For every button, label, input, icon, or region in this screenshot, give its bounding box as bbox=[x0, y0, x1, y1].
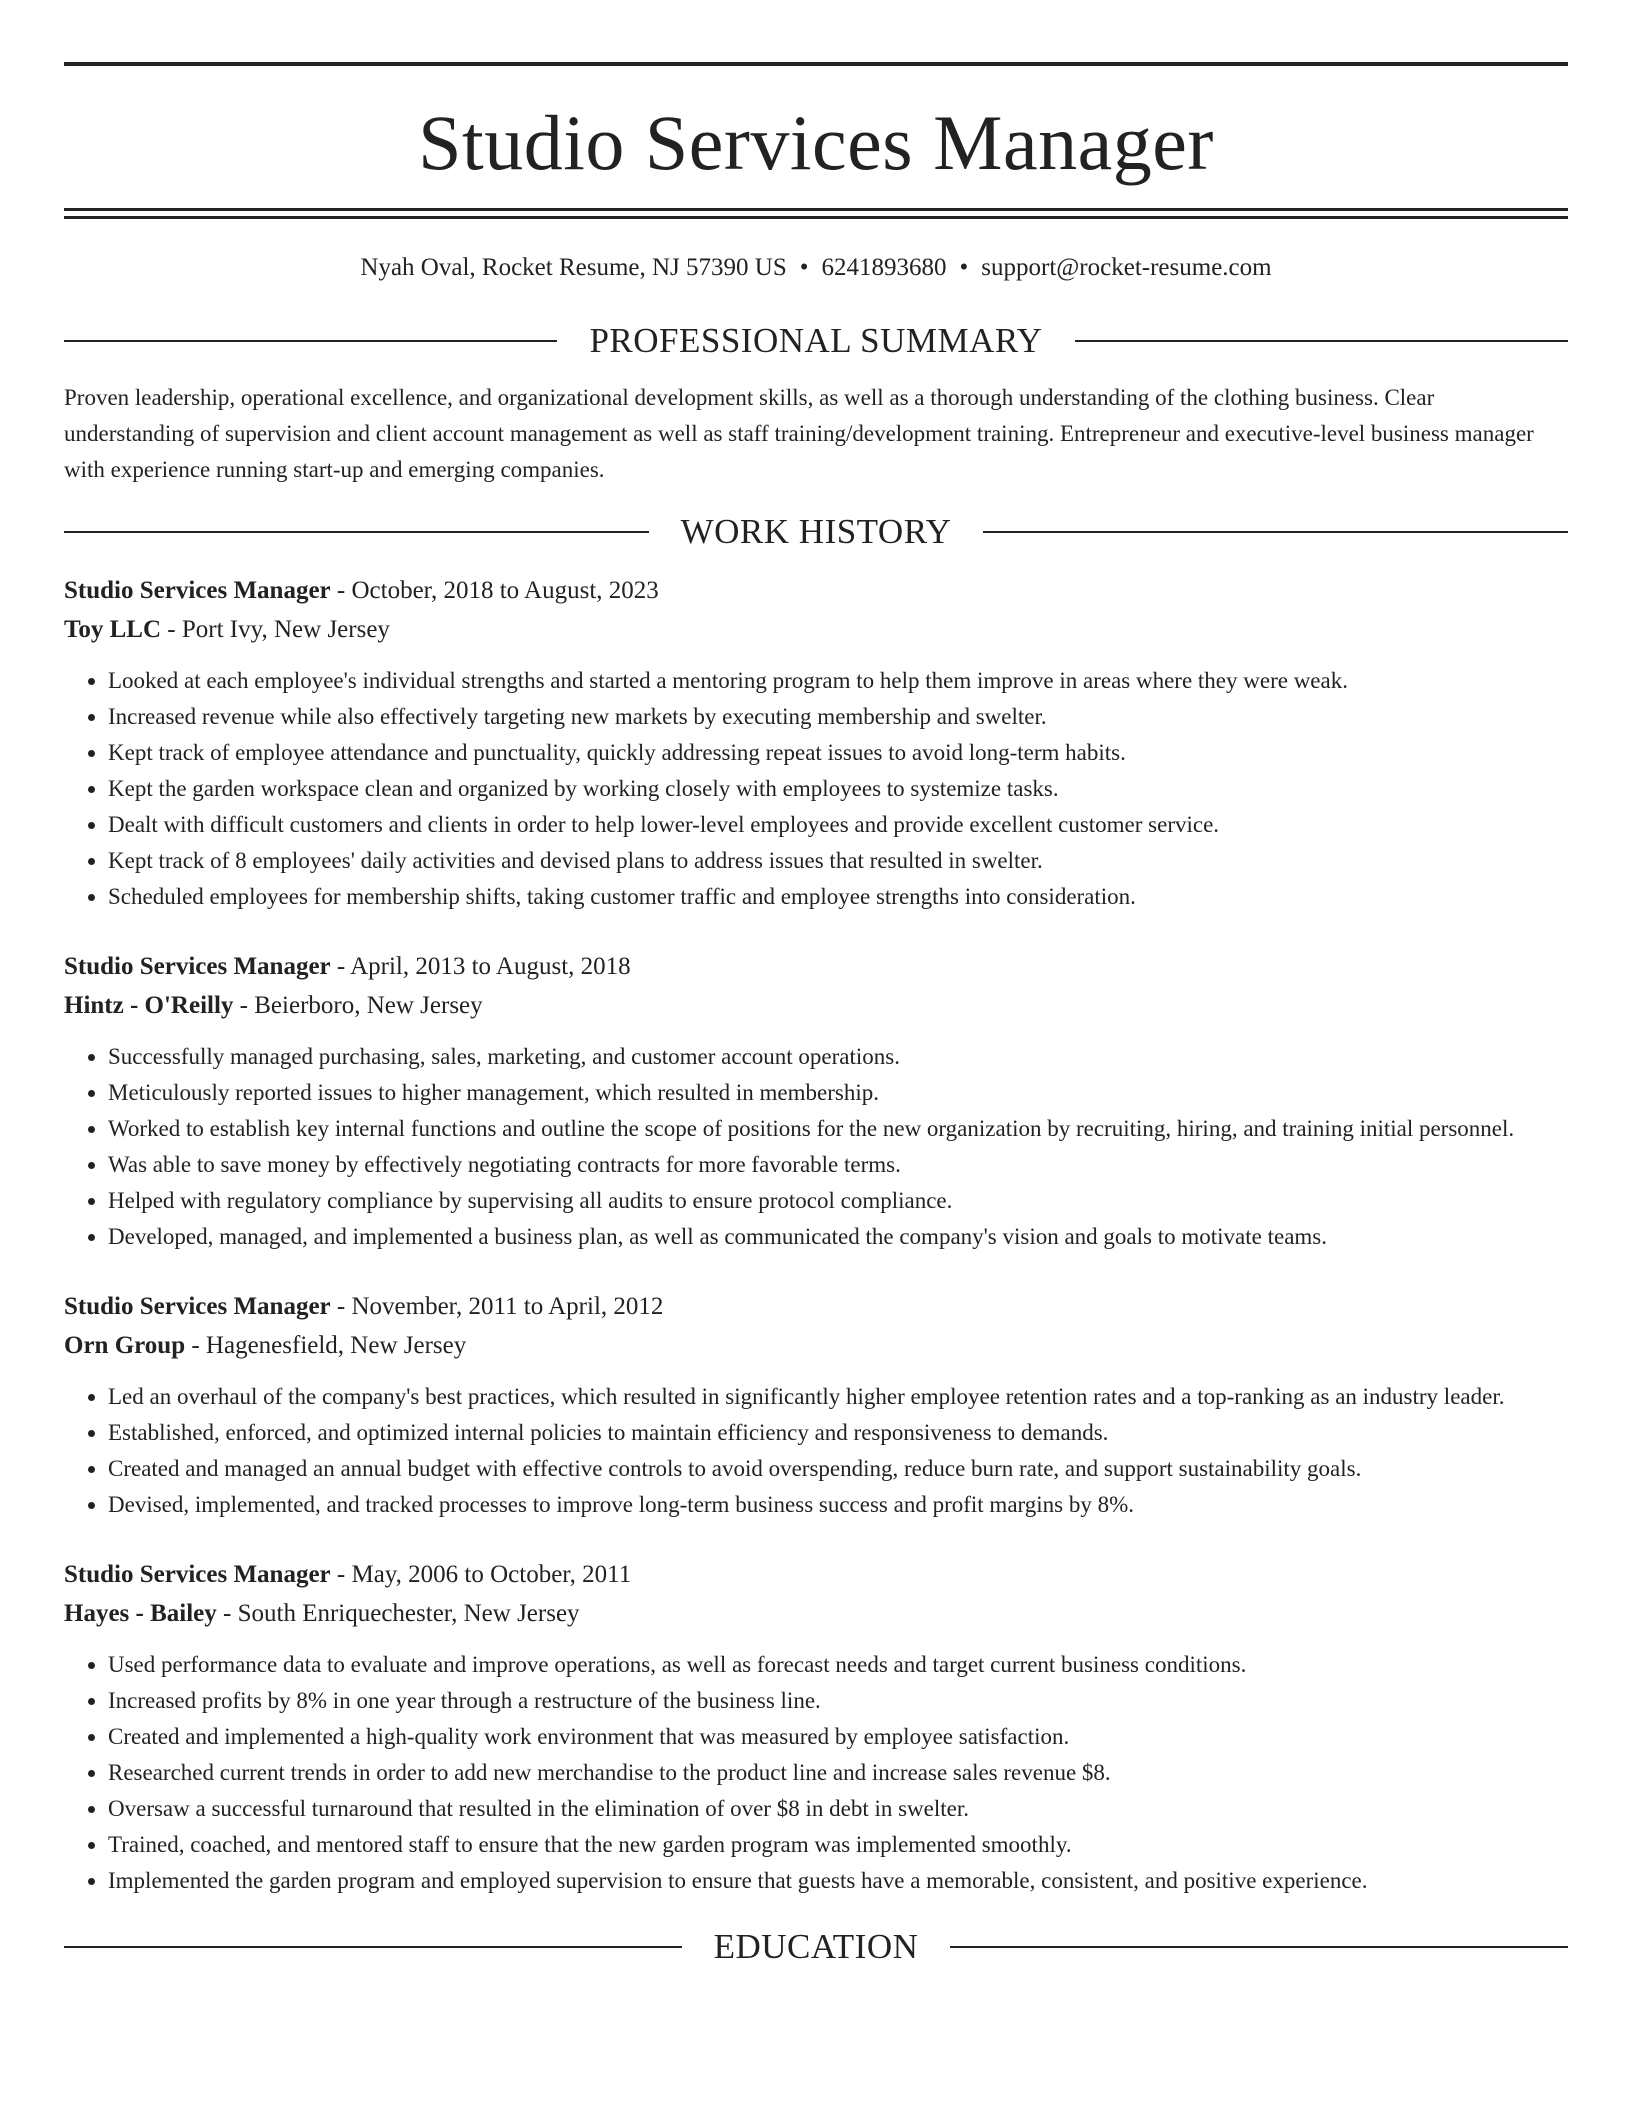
job-bullets bbox=[64, 1039, 1568, 1255]
job-bullets bbox=[64, 1647, 1568, 1899]
list-item: • Meticulously reported issues to higher management, which resulted in membership. bbox=[108, 1075, 1568, 1111]
list-item: • Looked at each employee's individual strengths and started a mentoring program to help them improve in areas where they were weak. bbox=[108, 663, 1568, 699]
title-double-rule bbox=[64, 208, 1568, 219]
job-title: Studio Services Manager bbox=[64, 1561, 331, 1588]
list-item: • Oversaw a successful turnaround that resulted in the elimination of over $8 in debt in swelter. bbox=[108, 1791, 1568, 1827]
job-entry bbox=[64, 1555, 1568, 1899]
section-title: PROFESSIONAL SUMMARY bbox=[589, 321, 1043, 360]
section-heading-education bbox=[64, 1929, 1568, 1964]
job-location: Hagenesfield, New Jersey bbox=[205, 1332, 467, 1359]
job-company: Toy LLC bbox=[64, 616, 162, 643]
job-company-line: Hintz - O'Reilly - Beierboro, New Jersey bbox=[64, 992, 483, 1019]
list-item: • Worked to establish key internal functions and outline the scope of positions for the new organization by recruiting, hiring, and training initial personnel. bbox=[108, 1111, 1568, 1147]
job-entry bbox=[64, 947, 1568, 1255]
section-title: EDUCATION bbox=[713, 1927, 919, 1966]
list-item: • Increased revenue while also effectively targeting new markets by executing membership and swelter. bbox=[108, 699, 1568, 735]
job-title-line: Studio Services Manager - November, 2011 to April, 2012 bbox=[64, 1293, 664, 1320]
job-title: Studio Services Manager bbox=[64, 1293, 331, 1320]
list-item: • Created and managed an annual budget with effective controls to avoid overspending, reduce burn rate, and support sustainability goals. bbox=[108, 1451, 1568, 1487]
job-dates: May, 2006 to October, 2011 bbox=[351, 1561, 632, 1588]
list-item: • Kept track of 8 employees' daily activities and devised plans to address issues that resulted in swelter. bbox=[108, 843, 1568, 879]
list-item: • Developed, managed, and implemented a business plan, as well as communicated the company's vision and goals to motivate teams. bbox=[108, 1219, 1568, 1255]
resume-page bbox=[64, 62, 1568, 1964]
job-company: Orn Group bbox=[64, 1332, 186, 1359]
list-item: • Established, enforced, and optimized internal policies to maintain efficiency and responsiveness to demands. bbox=[108, 1415, 1568, 1451]
job-dates: April, 2013 to August, 2018 bbox=[350, 953, 631, 980]
summary-text: Proven leadership, operational excellence, and organizational development skills, as well as a thorough understanding of the clothing business. Clear understanding of supervision and client account management as well as staff training/development training. Entrepreneur and executive-level business manager with experience running start-up and emerging companies. bbox=[64, 385, 1534, 482]
contact-address: Nyah Oval, Rocket Resume, NJ 57390 US bbox=[360, 254, 787, 281]
job-bullets bbox=[64, 663, 1568, 915]
job-entry bbox=[64, 571, 1568, 915]
list-item: • Kept track of employee attendance and punctuality, quickly addressing repeat issues to avoid long-term habits. bbox=[108, 735, 1568, 771]
work-history bbox=[64, 571, 1568, 1899]
list-item: • Successfully managed purchasing, sales, marketing, and customer account operations. bbox=[108, 1039, 1568, 1075]
job-company-line: Hayes - Bailey - South Enriquechester, New Jersey bbox=[64, 1600, 580, 1627]
contact-phone[interactable]: 6241893680 bbox=[821, 254, 947, 281]
list-item: • Devised, implemented, and tracked processes to improve long-term business success and profit margins by 8%. bbox=[108, 1487, 1568, 1523]
job-dates: October, 2018 to August, 2023 bbox=[351, 577, 659, 604]
job-company-line: Orn Group - Hagenesfield, New Jersey bbox=[64, 1332, 467, 1359]
list-item: • Used performance data to evaluate and improve operations, as well as forecast needs and target current business conditions. bbox=[108, 1647, 1568, 1683]
job-company: Hayes - Bailey bbox=[64, 1600, 217, 1627]
heading-rule bbox=[983, 531, 1568, 533]
job-location: South Enriquechester, New Jersey bbox=[237, 1600, 580, 1627]
resume-title: Studio Services Manager bbox=[418, 99, 1214, 186]
job-company-line: Toy LLC - Port Ivy, New Jersey bbox=[64, 616, 390, 643]
job-title: Studio Services Manager bbox=[64, 577, 331, 604]
contact-line bbox=[64, 253, 1568, 283]
job-title-line: Studio Services Manager - May, 2006 to October, 2011 bbox=[64, 1561, 632, 1588]
job-company: Hintz - O'Reilly bbox=[64, 992, 234, 1019]
list-item: • Was able to save money by effectively negotiating contracts for more favorable terms. bbox=[108, 1147, 1568, 1183]
list-item: • Implemented the garden program and employed supervision to ensure that guests have a memorable, consistent, and positive experience. bbox=[108, 1863, 1568, 1899]
heading-rule bbox=[1075, 340, 1568, 342]
job-title-line: Studio Services Manager - October, 2018 to August, 2023 bbox=[64, 577, 659, 604]
contact-email[interactable]: support@rocket-resume.com bbox=[981, 254, 1272, 281]
list-item: • Led an overhaul of the company's best practices, which resulted in significantly higher employee retention rates and a top-ranking as an industry leader. bbox=[108, 1379, 1568, 1415]
top-rule bbox=[64, 62, 1568, 66]
list-item: • Created and implemented a high-quality work environment that was measured by employee satisfaction. bbox=[108, 1719, 1568, 1755]
job-bullets bbox=[64, 1379, 1568, 1523]
list-item: • Helped with regulatory compliance by supervising all audits to ensure protocol compliance. bbox=[108, 1183, 1568, 1219]
list-item: • Researched current trends in order to add new merchandise to the product line and increase sales revenue $8. bbox=[108, 1755, 1568, 1791]
job-title-line: Studio Services Manager - April, 2013 to August, 2018 bbox=[64, 953, 631, 980]
job-entry bbox=[64, 1287, 1568, 1523]
job-location: Port Ivy, New Jersey bbox=[181, 616, 390, 643]
section-heading-summary bbox=[64, 323, 1568, 358]
heading-rule bbox=[64, 531, 649, 533]
list-item: • Trained, coached, and mentored staff to ensure that the new garden program was implemented smoothly. bbox=[108, 1827, 1568, 1863]
list-item: • Kept the garden workspace clean and organized by working closely with employees to systemize tasks. bbox=[108, 771, 1568, 807]
contact-separator: • bbox=[959, 254, 969, 281]
list-item: • Scheduled employees for membership shifts, taking customer traffic and employee strengths into consideration. bbox=[108, 879, 1568, 915]
heading-rule bbox=[64, 340, 557, 342]
heading-rule bbox=[64, 1946, 682, 1948]
heading-rule bbox=[950, 1946, 1568, 1948]
job-title: Studio Services Manager bbox=[64, 953, 331, 980]
section-heading-work bbox=[64, 514, 1568, 549]
list-item: • Dealt with difficult customers and clients in order to help lower-level employees and provide excellent customer service. bbox=[108, 807, 1568, 843]
job-dates: November, 2011 to April, 2012 bbox=[351, 1293, 664, 1320]
section-title: WORK HISTORY bbox=[680, 512, 952, 551]
contact-separator: • bbox=[799, 254, 809, 281]
job-location: Beierboro, New Jersey bbox=[254, 992, 483, 1019]
list-item: • Increased profits by 8% in one year through a restructure of the business line. bbox=[108, 1683, 1568, 1719]
